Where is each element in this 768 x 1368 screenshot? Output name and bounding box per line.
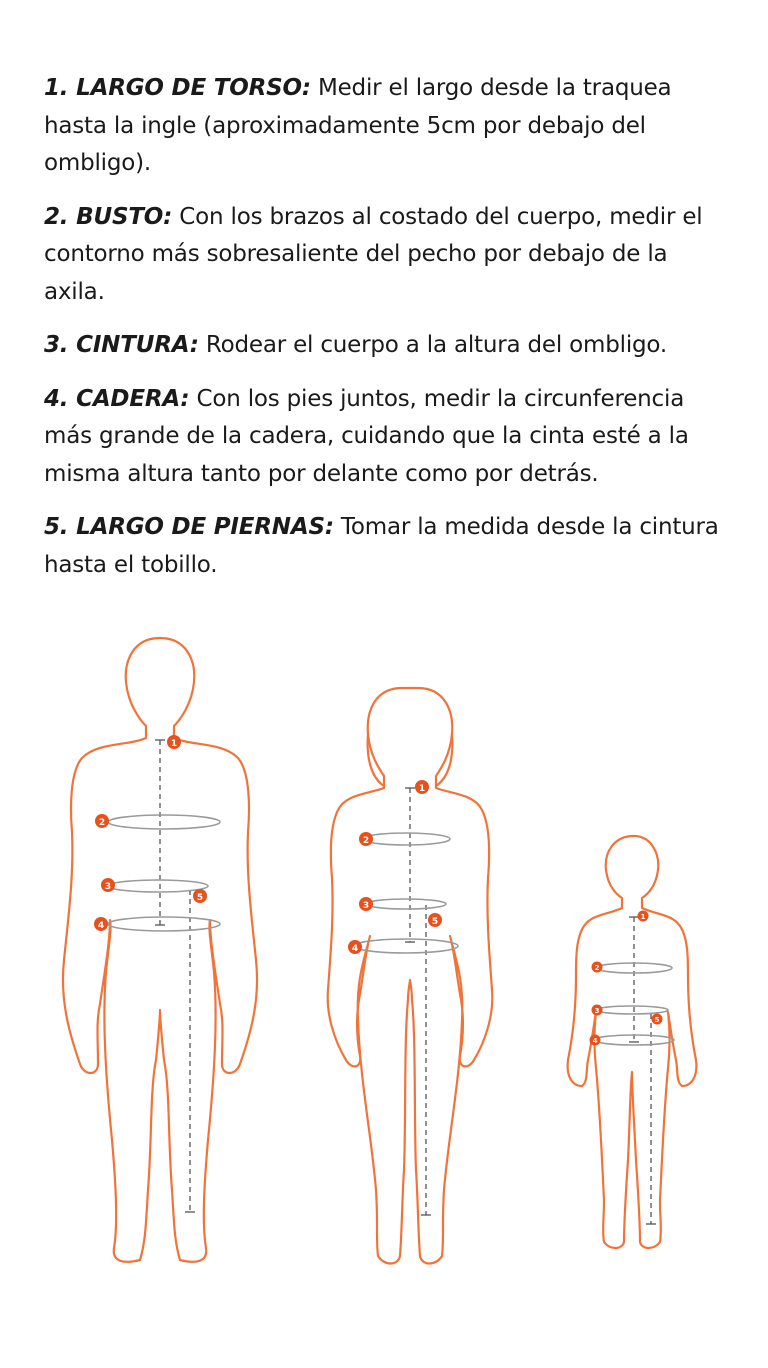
instruction-text: Rodear el cuerpo a la altura del ombligo. [198, 332, 667, 358]
marker-number: 3 [594, 1007, 600, 1015]
marker-4 [348, 940, 362, 954]
marker-3 [592, 1005, 603, 1016]
marker-number: 4 [592, 1037, 598, 1045]
marker-number: 3 [104, 882, 112, 892]
marker-number: 2 [362, 836, 370, 846]
instruction-hip [44, 381, 734, 494]
marker-number: 1 [170, 739, 178, 749]
marker-number: 5 [196, 893, 204, 903]
marker-5 [193, 889, 207, 903]
marker-number: 4 [97, 921, 105, 931]
instruction-text: Con los brazos al costado del cuerpo, medir el contorno más sobresaliente del pecho por debajo de la axila. [44, 203, 703, 305]
instruction-text: Medir el largo desde la traquea hasta la ingle (aproximadamente 5cm por debajo del ombligo). [44, 75, 672, 176]
marker-3 [101, 878, 115, 892]
instruction-label: 5. LARGO DE PIERNAS: [44, 514, 334, 540]
marker-number: 2 [98, 818, 106, 828]
marker-2 [95, 814, 109, 828]
marker-5 [652, 1014, 663, 1025]
instruction-waist [44, 327, 734, 365]
marker-number: 1 [640, 913, 646, 921]
marker-1 [167, 735, 181, 749]
man-figure [63, 638, 257, 1262]
woman-outline [328, 688, 493, 1264]
instruction-leg-length [44, 509, 734, 584]
marker-number: 2 [594, 964, 600, 972]
marker-1 [415, 780, 429, 794]
marker-4 [590, 1035, 601, 1046]
marker-3 [359, 897, 373, 911]
marker-2 [359, 832, 373, 846]
marker-2 [592, 962, 603, 973]
instruction-text: Con los pies juntos, medir la circunferencia más grande de la cadera, cuidando que la cinta esté a la misma altura tanto por delante como por detrás. [44, 385, 689, 487]
marker-number: 4 [351, 944, 359, 954]
instruction-label: 3. CINTURA: [44, 332, 199, 358]
instruction-torso-length [44, 70, 734, 183]
woman-figure [328, 688, 493, 1264]
marker-number: 1 [418, 784, 426, 794]
measurement-guide [44, 70, 734, 600]
marker-number: 3 [362, 901, 370, 911]
instruction-label: 1. LARGO DE TORSO: [44, 75, 311, 101]
man-outline [63, 638, 257, 1262]
marker-5 [428, 913, 442, 927]
child-figure [568, 836, 697, 1248]
marker-4 [94, 917, 108, 931]
instruction-bust [44, 199, 734, 312]
body-figures-illustration [0, 620, 768, 1280]
marker-number: 5 [431, 917, 439, 927]
instruction-text: Tomar la medida desde la cintura hasta el tobillo. [44, 514, 719, 578]
instruction-label: 2. BUSTO: [44, 203, 173, 230]
instruction-label: 4. CADERA: [44, 385, 190, 412]
marker-number: 5 [654, 1016, 660, 1024]
marker-1 [638, 911, 649, 922]
